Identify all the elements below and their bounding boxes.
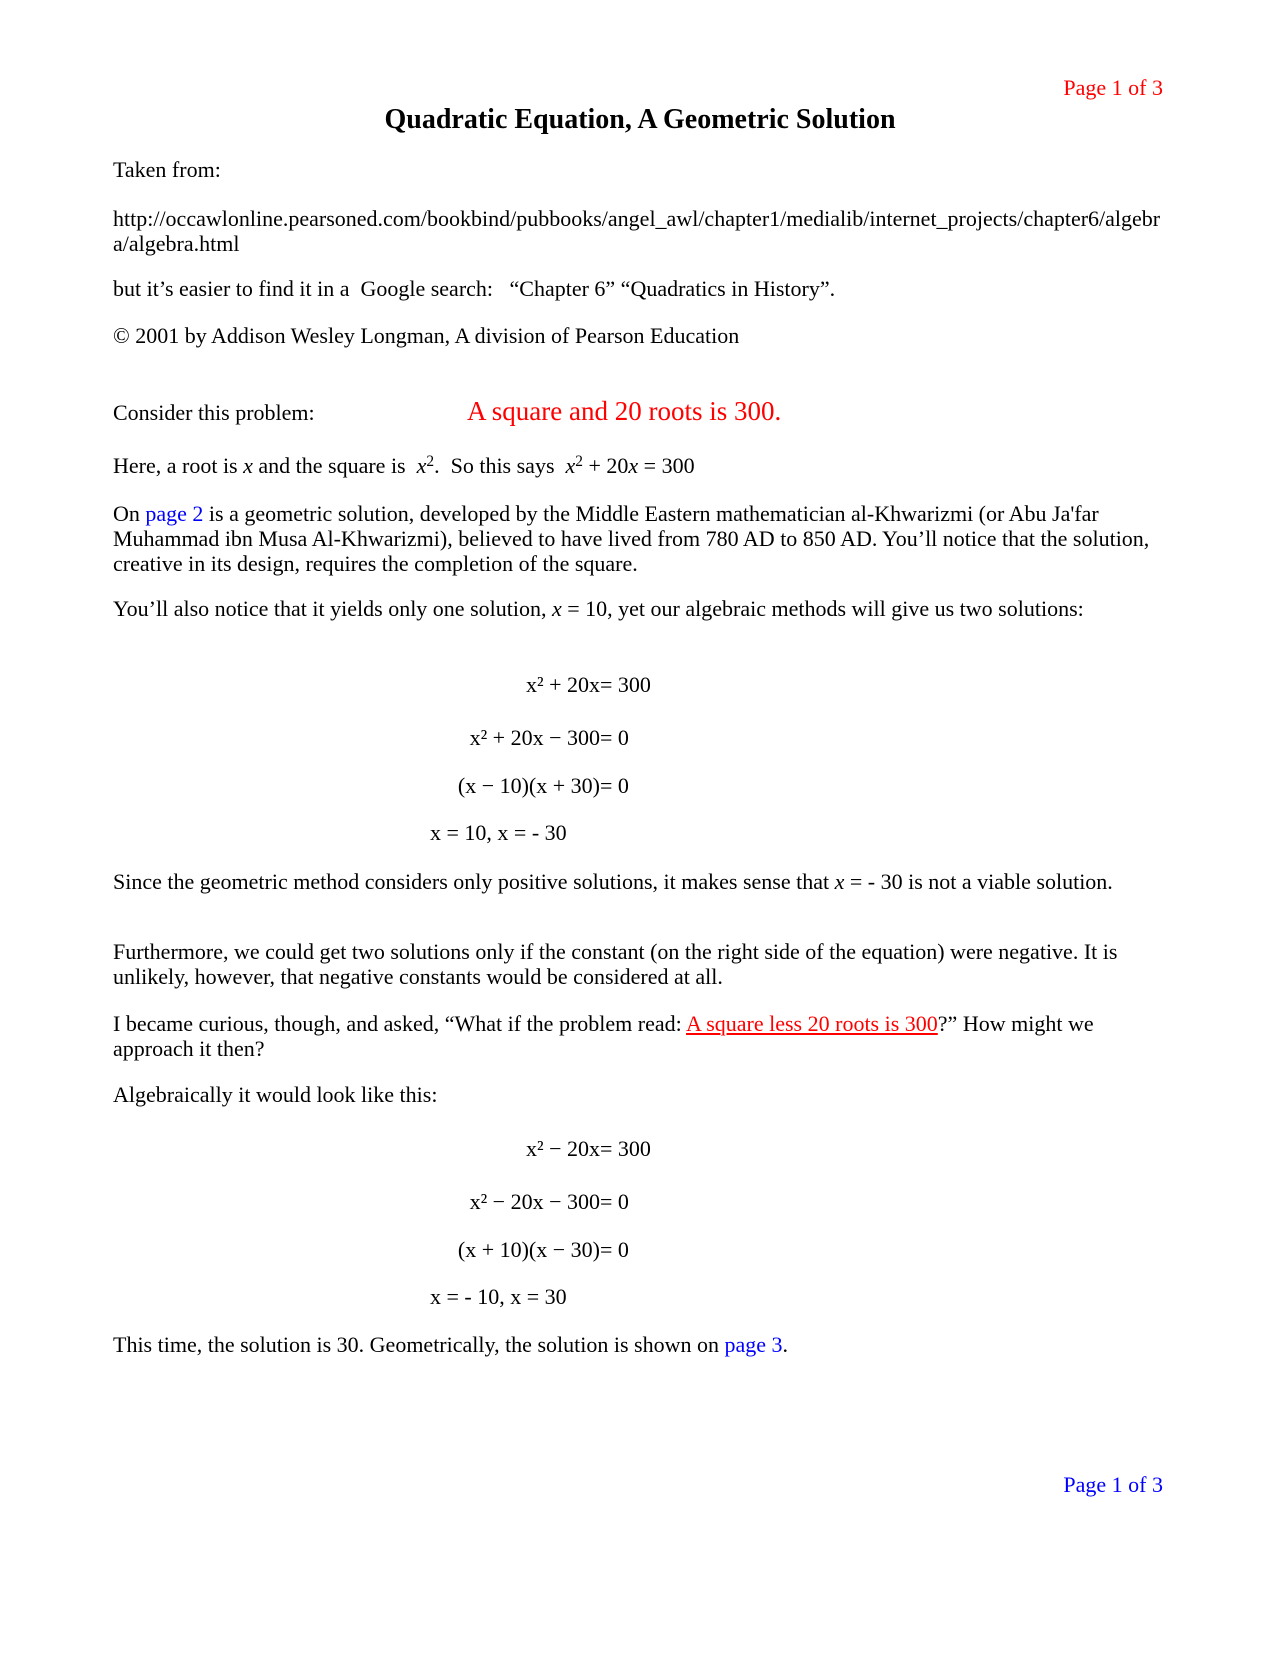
taken-from-label: Taken from: <box>113 157 221 182</box>
page-2-link[interactable]: page 2 <box>145 501 204 526</box>
footer-page-label[interactable]: Page 1 of 3 <box>1063 1472 1163 1497</box>
equation-lhs: x² + 20x <box>525 672 600 697</box>
equation-1-4: x = 10, x = - 30 <box>430 820 567 845</box>
page-title: Quadratic Equation, A Geometric Solution <box>384 104 896 135</box>
equation-2-4: x = - 10, x = 30 <box>430 1284 567 1309</box>
source-url: http://occawlonline.pearsoned.com/bookbind/pubbooks/angel_awl/chapter1/medialib/internet_projects/chapter6/algebra/algebra.html <box>113 206 1161 256</box>
paragraph-curious: I became curious, though, and asked, “What if the problem read: A square less 20 roots is 300?” How might we approach it then? <box>113 1011 1094 1061</box>
paragraph-conclusion: This time, the solution is 30. Geometrically, the solution is shown on page 3. <box>113 1332 788 1357</box>
root-definition: Here, a root is x and the square is $x^2$. So this says $x^2 + 20x = 300$ <box>113 453 695 478</box>
paragraph-since: Since the geometric method considers only positive solutions, it makes sense that x = - 30 is not a viable solution. <box>113 869 1113 894</box>
header-page-label: Page 1 of 3 <box>1063 75 1163 100</box>
page-3-link[interactable]: page 3 <box>724 1332 783 1357</box>
copyright-notice: © 2001 by Addison Wesley Longman, A division of Pearson Education <box>113 323 740 348</box>
square-less-link[interactable]: A square less 20 roots is 300 <box>686 1011 938 1036</box>
paragraph-page2: On page 2 is a geometric solution, developed by the Middle Eastern mathematician al-Khwarizmi (or Abu Ja'far Muhammad ibn Musa Al-Khwarizmi), believed to have lived from 780 AD to 850 AD. You’ll notice that the solution, creative in its design, requires the completion of the square. <box>113 501 1150 576</box>
paragraph-algebraically: Algebraically it would look like this: <box>113 1082 438 1107</box>
paragraph-notice: You’ll also notice that it yields only one solution, x = 10, yet our algebraic methods will give us two solutions: <box>113 596 1084 621</box>
paragraph-furthermore: Furthermore, we could get two solutions only if the constant (on the right side of the equation) were negative. It is unlikely, however, that negative constants would be considered at all. <box>113 939 1118 989</box>
problem-statement: A square and 20 roots is 300. <box>467 396 782 426</box>
problem-intro: Consider this problem: <box>113 400 315 425</box>
search-hint: but it’s easier to find it in a Google search: “Chapter 6” “Quadratics in History”. <box>113 276 836 301</box>
